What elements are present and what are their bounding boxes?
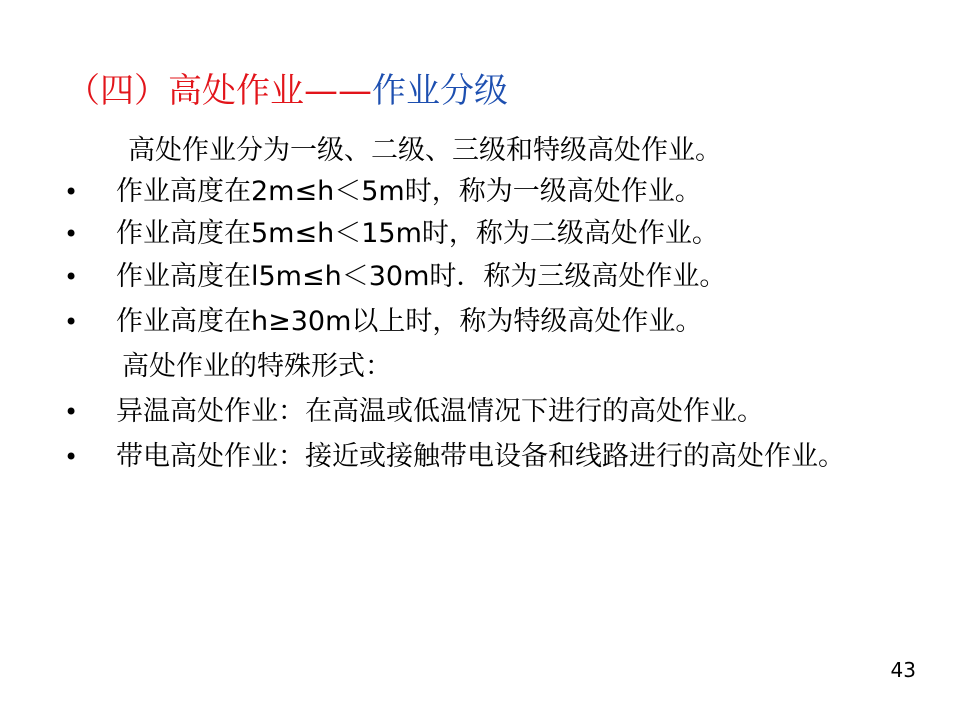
bullet-icon: • [64,263,79,291]
page-number: 43 [890,658,916,682]
bullet-icon: • [64,443,79,471]
intro-text: 高处作业分为一级、二级、三级和特级高处作业。 [128,135,722,166]
bullet-text: 作业高度在l5m≤h＜30m时．称为三级高处作业。 [116,261,727,292]
bullet-icon: • [64,220,79,248]
bullet-text: 带电高处作业：接近或接触带电设备和线路进行的高处作业。 [116,441,845,472]
slide-title-red-part: （四）高处作业—— [66,71,372,111]
bullet-text: 作业高度在h≥30m以上时，称为特级高处作业。 [116,306,703,337]
bullet-icon: • [64,308,79,336]
slide-title-blue-part: 作业分级 [372,71,508,111]
bullet-icon: • [64,178,79,206]
bullet-text: 作业高度在5m≤h＜15m时，称为二级高处作业。 [116,218,719,249]
bullet-icon: • [64,398,79,426]
bullet-text: 异温高处作业：在高温或低温情况下进行的高处作业。 [116,396,764,427]
special-forms-heading: 高处作业的特殊形式： [122,351,392,382]
bullet-text: 作业高度在2m≤h＜5m时，称为一级高处作业。 [116,176,702,207]
slide-title [66,66,508,116]
